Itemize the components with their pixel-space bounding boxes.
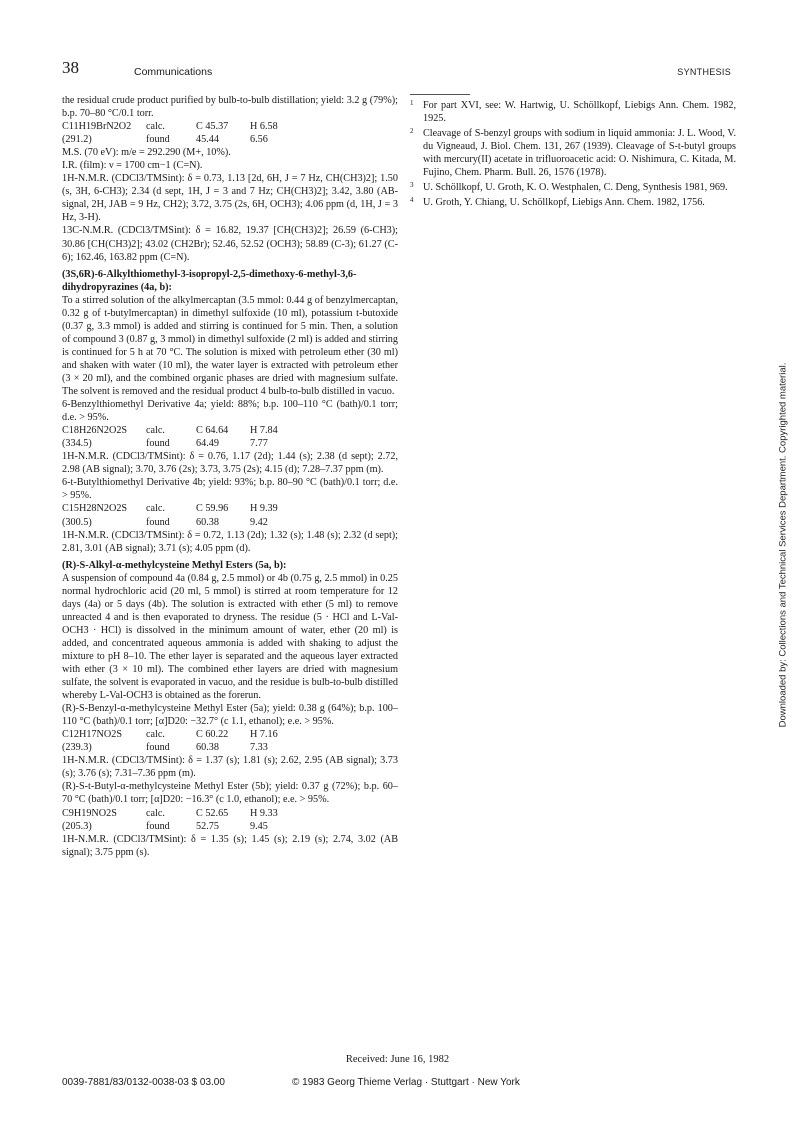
analysis-cell: calc. — [146, 425, 165, 437]
analysis-cell: 64.49 — [196, 438, 219, 450]
analysis-cell: (334.5) — [62, 438, 92, 450]
analysis-row — [62, 424, 398, 437]
received-date: Received: June 16, 1982 — [345, 1054, 450, 1065]
analysis-cell: (205.3) — [62, 820, 92, 832]
analysis-cell: C 52.65 — [196, 807, 229, 819]
analysis-cell: C 60.22 — [196, 729, 229, 741]
analysis-cell: calc. — [146, 503, 165, 515]
footnote — [410, 127, 736, 179]
footer-copyright: © 1983 Georg Thieme Verlag · Stuttgart · New York — [292, 1077, 520, 1088]
footnote-number: 4 — [410, 196, 414, 205]
download-notice — [776, 355, 790, 735]
paragraph: the residual crude product purified by bulb-to-bulb distillation; yield: 3.2 g (79%); b.p. 70–80 °C/0.1 torr. — [62, 95, 398, 120]
analysis-cell: (239.3) — [62, 742, 92, 754]
section-heading: (3S,6R)-6-Alkylthiomethyl-3-isopropyl-2,5-dimethoxy-6-methyl-3,6-dihydropyrazines (4a, b): — [62, 268, 357, 293]
analysis-row — [62, 741, 398, 754]
journal-name: SYNTHESIS — [677, 67, 731, 77]
paragraph: 1H-N.M.R. (CDCl3/TMSint): δ = 0.73, 1.13 [2d, 6H, J = 7 Hz, CH(CH3)2]; 1.50 (s, 3H, 6-CH3); 2.34 (d sept, 1H, J = 3 and 7 Hz; CH(CH3)2]; 3.42, 3.80 (AB-signal, 2H, JAB = 9 Hz, CH2); 3.72, 3.75 (2s, 6H, OCH3); 4.06 ppm (d, 1H, J = 3 Hz, 3-H). — [62, 173, 398, 224]
page-number: 38 — [62, 58, 79, 77]
paragraph: 1H-N.M.R. (CDCl3/TMSint): δ = 0.72, 1.13 (2d); 1.32 (s); 1.48 (s); 2.32 (d sept); 2.81, 3.01 (AB signal); 3.71 (s); 4.05 ppm (d). — [62, 529, 398, 554]
analysis-cell: calc. — [146, 121, 165, 133]
analysis-cell: 60.38 — [196, 742, 219, 754]
analysis-cell: H 6.58 — [250, 121, 278, 133]
footer-code: 0039-7881/83/0132-0038-03 $ 03.00 — [62, 1077, 225, 1088]
analysis-cell: found — [146, 438, 170, 450]
paragraph: (R)-S-Benzyl-α-methylcysteine Methyl Ester (5a); yield: 0.38 g (64%); b.p. 100–110 °C (bath)/0.1 torr; [α]D20: −32.7° (c 1.1, ethanol); e.e. > 95%. — [62, 703, 398, 728]
analysis-cell: found — [146, 820, 170, 832]
footnote-text: U. Groth, Y. Chiang, U. Schöllkopf, Liebigs Ann. Chem. 1982, 1756. — [423, 197, 705, 209]
analysis-row — [62, 516, 398, 529]
paragraph: 6-t-Butylthiomethyl Derivative 4b; yield: 93%; b.p. 80–90 °C (bath)/0.1 torr; d.e. > 95%. — [62, 477, 398, 502]
analysis-cell: H 7.84 — [250, 425, 278, 437]
analysis-cell: C 64.64 — [196, 425, 229, 437]
paragraph: 1H-N.M.R. (CDCl3/TMSint): δ = 0.76, 1.17 (2d); 1.44 (s); 2.38 (d sept); 2.72, 2.98 (AB signal); 3.70, 3.76 (2s); 3.73, 3.75 (2s); 4.15 (d); 7.28–7.37 ppm (m). — [62, 451, 398, 476]
paragraph: To a stirred solution of the alkylmercaptan (3.5 mmol: 0.44 g of benzylmercaptan, 0.32 g of t-butylmercaptan) in dimethyl sulfoxide (10 ml), potassium t-butoxide (0.37 g, 3.3 mmol) is added and stirring is continued for 5 min. Then, a solution of compound 3 (0.87 g, 3 mmol) in dimethyl sulfoxide (2 ml) is added and stirring is continued for 5 h at 70 °C. The solution is mixed with petroleum ether (30 ml) and shaken with water (10 ml), the water layer is extracted with petroleum ether (3 × 20 ml), and the combined organic phases are dried with magnesium sulfate. The solvent is removed and the residual product 4 bulb-to-bulb distilled in vacuo. — [62, 294, 398, 398]
paragraph: 13C-N.M.R. (CDCl3/TMSint): δ = 16.82, 19.37 [CH(CH3)2]; 26.59 (6-CH3); 30.86 [CH(CH3)2]; 43.02 (CH2Br); 52.46, 52.52 (OCH3); 58.89 (C-3); 61.27 (C-6); 162.46, 163.82 ppm (C=N). — [62, 225, 398, 263]
analysis-cell: (291.2) — [62, 134, 92, 146]
footnote-text: For part XVI, see: W. Hartwig, U. Schöllkopf, Liebigs Ann. Chem. 1982, 1925. — [423, 100, 736, 125]
analysis-cell: found — [146, 134, 170, 146]
analysis-cell: 60.38 — [196, 516, 219, 528]
paragraph: (R)-S-t-Butyl-α-methylcysteine Methyl Ester (5b); yield: 0.37 g (72%); b.p. 60–70 °C (bath)/0.1 torr; [α]D20: −16.3° (c 1.0, ethanol); e.e. > 95%. — [62, 781, 398, 806]
analysis-cell: H 9.39 — [250, 503, 278, 515]
footnote-rule — [410, 94, 470, 95]
footnote-number: 2 — [410, 127, 414, 136]
analysis-row — [62, 120, 398, 133]
analysis-cell: H 9.33 — [250, 807, 278, 819]
footnote-number: 3 — [410, 181, 414, 190]
analysis-cell: 9.45 — [250, 820, 268, 832]
analysis-row — [62, 437, 398, 450]
footnote-number: 1 — [410, 99, 414, 107]
left-column — [62, 94, 398, 859]
analysis-cell: 9.42 — [250, 516, 268, 528]
analysis-row — [62, 728, 398, 741]
footnote-text: Cleavage of S-benzyl groups with sodium in liquid ammonia: J. L. Wood, V. du Vigneaud, J. Biol. Chem. 131, 267 (1939). Cleavage of S-t-butyl groups with mercury(II) acetate in trifluoroacetic acid: O. Nishimura, C. Kitada, M. Fujino, Chem. Pharm. Bull. 26, 1576 (1978). — [423, 128, 736, 179]
paragraph: I.R. (film): ν = 1700 cm−1 (C=N). — [62, 160, 203, 172]
analysis-cell: found — [146, 742, 170, 754]
footnotes — [410, 99, 736, 209]
analysis-cell: C15H28N2O2S — [62, 503, 128, 515]
analysis-cell: calc. — [146, 807, 165, 819]
analysis-cell: C12H17NO2S — [62, 729, 123, 741]
paragraph: 1H-N.M.R. (CDCl3/TMSint): δ = 1.35 (s); 1.45 (s); 2.19 (s); 2.74, 3.02 (AB signal); 3.75 ppm (s). — [62, 833, 398, 858]
analysis-cell: 52.75 — [196, 820, 219, 832]
analysis-cell: 45.44 — [196, 134, 219, 146]
analysis-cell: 7.77 — [250, 438, 268, 450]
analysis-cell: H 7.16 — [250, 729, 278, 741]
paragraph: A suspension of compound 4a (0.84 g, 2.5 mmol) or 4b (0.75 g, 2.5 mmol) in 0.25 normal hydrochloric acid (20 ml, 5 mmol) is stirred at room temperature for 12 days (4a) or 5 days (4b). The solution is extracted with ether (5 ml) to remove unreacted 4 and is then evaporated to dryness. The residue (5 · HCl and L-Val-OCH3 · HCl) is dissolved in the minimum amount of water, ether (20 ml) is added, and concentrated aqueous ammonia is added with shaking to adjust the mixture to pH 8–10. The ether layer is separated and the aqueous layer extracted with ether (3 × 10 ml). The combined ether layers are dried with magnesium sulfate, the solvent is evaporated in vacuo, and the residue is bulb-to-bulb distilled whereby L-Val-OCH3 is obtained as the forerun. — [62, 572, 398, 702]
analysis-cell: C9H19NO2S — [62, 807, 117, 819]
analysis-row — [62, 820, 398, 833]
analysis-cell: calc. — [146, 729, 165, 741]
footnote — [410, 196, 736, 209]
analysis-row — [62, 502, 398, 515]
footnote — [410, 181, 736, 194]
paragraph: 6-Benzylthiomethyl Derivative 4a; yield: 88%; b.p. 100–110 °C (bath)/0.1 torr; d.e. > 95%. — [62, 399, 398, 424]
right-column — [410, 94, 736, 211]
analysis-row — [62, 133, 398, 146]
analysis-row — [62, 807, 398, 820]
footnote-text: U. Schöllkopf, U. Groth, K. O. Westphalen, C. Deng, Synthesis 1981, 969. — [423, 182, 728, 194]
section-title: Communications — [134, 66, 213, 78]
analysis-cell: C 59.96 — [196, 503, 229, 515]
analysis-cell: 6.56 — [250, 134, 268, 146]
analysis-cell: 7.33 — [250, 742, 268, 754]
paragraph: M.S. (70 eV): m/e = 292.290 (M+, 10%). — [62, 147, 231, 159]
paragraph: 1H-N.M.R. (CDCl3/TMSint): δ = 1.37 (s); 1.81 (s); 2.62, 2.95 (AB signal); 3.73 (s); 3.76 (s); 7.31–7.36 ppm (m). — [62, 755, 398, 780]
analysis-cell: (300.5) — [62, 516, 92, 528]
footnote — [410, 99, 736, 125]
analysis-cell: C 45.37 — [196, 121, 229, 133]
section-heading: (R)-S-Alkyl-α-methylcysteine Methyl Esters (5a, b): — [62, 559, 287, 571]
analysis-cell: C11H19BrN2O2 — [62, 121, 132, 133]
download-notice-text: Downloaded by: Collections and Technical Services Department. Copyrighted material. — [777, 362, 789, 728]
analysis-cell: found — [146, 516, 170, 528]
analysis-cell: C18H26N2O2S — [62, 425, 128, 437]
